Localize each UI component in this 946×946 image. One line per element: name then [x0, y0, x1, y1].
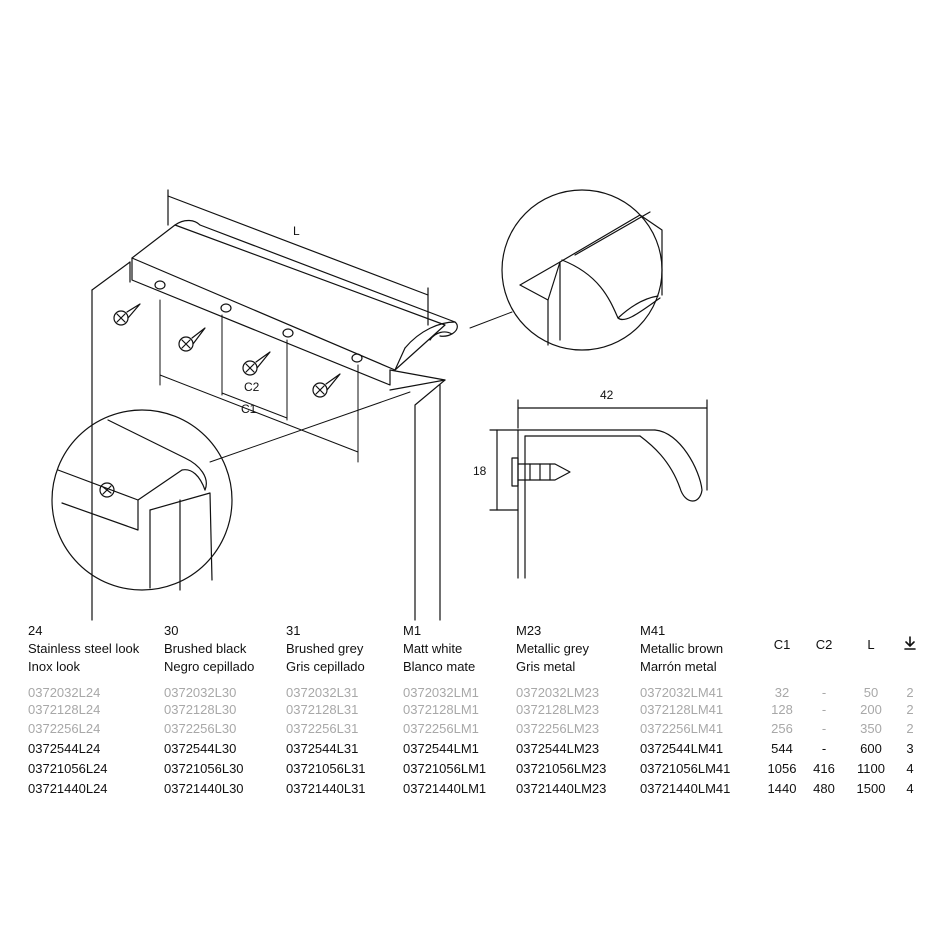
finish-header-M23: [516, 622, 589, 676]
reference-code: 0372032L24: [28, 685, 101, 700]
value-l: 350: [860, 721, 882, 736]
handle-perspective: [132, 220, 457, 385]
side-section-profile: [490, 400, 707, 578]
finish-name-en: Metallic brown: [640, 641, 724, 656]
reference-code: 03721056LM1: [403, 761, 487, 776]
table-row: [0, 761, 946, 780]
detail-circle-right: [502, 190, 662, 350]
finish-name-en: Stainless steel look: [28, 641, 140, 656]
reference-code: 0372544L31: [286, 741, 359, 756]
reference-code: 03721056LM41: [640, 761, 731, 776]
finish-name-es: Gris cepillado: [286, 659, 365, 674]
reference-code: 0372032L30: [164, 685, 237, 700]
finish-code: 31: [286, 623, 301, 638]
reference-code: 0372544LM41: [640, 741, 724, 756]
reference-code: 03721440L30: [164, 781, 244, 796]
reference-code: 0372128L24: [28, 702, 101, 717]
finish-name-es: Marrón metal: [640, 659, 717, 674]
reference-code: 0372256LM1: [403, 721, 479, 736]
reference-code: 0372544L30: [164, 741, 237, 756]
reference-code: 03721056LM23: [516, 761, 607, 776]
header-c2: C2: [815, 637, 833, 652]
header-l: L: [867, 637, 875, 652]
value-c2: -: [821, 741, 827, 756]
reference-code: 0372032LM23: [516, 685, 600, 700]
reference-code: 0372256L30: [164, 721, 237, 736]
finish-name-es: Negro cepillado: [164, 659, 255, 674]
table-row: [0, 781, 946, 800]
header-c1: C1: [773, 637, 791, 652]
value-c2: 480: [813, 781, 835, 796]
reference-code: 0372544L24: [28, 741, 101, 756]
finish-code: M41: [640, 623, 666, 638]
value-l: 1500: [856, 781, 886, 796]
detail-circle-left: [52, 410, 232, 590]
value-pack-qty: 2: [906, 721, 914, 736]
reference-code: 0372256LM23: [516, 721, 600, 736]
value-pack-qty: 3: [906, 741, 914, 756]
value-c2: -: [821, 721, 827, 736]
reference-code: 0372544LM1: [403, 741, 479, 756]
value-c1: 1440: [767, 781, 797, 796]
dim-C1-label: C1: [241, 402, 257, 416]
reference-code: 03721056L30: [164, 761, 244, 776]
reference-code: 0372544LM23: [516, 741, 600, 756]
reference-code: 0372128L31: [286, 702, 359, 717]
value-c1: 128: [771, 702, 793, 717]
reference-code: 0372128L30: [164, 702, 237, 717]
finish-name-en: Matt white: [403, 641, 463, 656]
finish-name-es: Inox look: [28, 659, 81, 674]
reference-code: 0372128LM41: [640, 702, 724, 717]
value-c2: 416: [813, 761, 835, 776]
reference-code: 03721440LM41: [640, 781, 731, 796]
finish-name-es: Gris metal: [516, 659, 576, 674]
reference-code: 03721440LM23: [516, 781, 607, 796]
value-pack-qty: 2: [906, 702, 914, 717]
finish-header-30: [164, 622, 254, 676]
table-row: [0, 702, 946, 721]
reference-code: 0372032LM41: [640, 685, 724, 700]
value-pack-qty: 4: [906, 761, 914, 776]
value-c2: -: [821, 702, 827, 717]
table-row: [0, 741, 946, 760]
value-c1: 544: [771, 741, 793, 756]
finish-code: M1: [403, 623, 422, 638]
dim-width-label: 42: [600, 388, 614, 402]
reference-code: 03721056L24: [28, 761, 108, 776]
value-l: 1100: [857, 761, 885, 776]
finish-code: 30: [164, 623, 179, 638]
finish-code: 24: [28, 623, 43, 638]
finish-name-en: Metallic grey: [516, 641, 589, 656]
value-pack-qty: 4: [906, 781, 914, 796]
finish-header-24: [28, 622, 139, 676]
reference-code: 0372128LM1: [403, 702, 479, 717]
reference-code: 0372256L31: [286, 721, 359, 736]
dim-height-label: 18: [473, 464, 487, 478]
value-c1: 256: [771, 721, 793, 736]
value-c1: 32: [774, 685, 790, 700]
value-pack-qty: 2: [906, 685, 914, 700]
value-l: 50: [863, 685, 879, 700]
reference-code: 0372256L24: [28, 721, 101, 736]
reference-code: 03721440L31: [286, 781, 366, 796]
value-c2: -: [821, 685, 827, 700]
finish-header-M1: [403, 622, 475, 676]
reference-code: 0372032LM1: [403, 685, 479, 700]
finish-code: M23: [516, 623, 542, 638]
finish-name-en: Brushed black: [164, 641, 247, 656]
reference-code: 03721056L31: [286, 761, 366, 776]
value-l: 200: [860, 702, 882, 717]
finish-header-31: [286, 622, 365, 676]
finish-name-es: Blanco mate: [403, 659, 476, 674]
value-c1: 1056: [767, 761, 797, 776]
download-arrow-icon: [903, 636, 917, 652]
reference-code: 0372032L31: [286, 685, 359, 700]
dim-L-label: L: [293, 224, 300, 238]
table-row: [0, 721, 946, 740]
reference-code: 03721440LM1: [403, 781, 487, 796]
value-l: 600: [860, 741, 882, 756]
finish-header-M41: [640, 622, 723, 676]
reference-code: 0372128LM23: [516, 702, 600, 717]
finish-name-en: Brushed grey: [286, 641, 364, 656]
reference-code: 0372256LM41: [640, 721, 724, 736]
dim-C2-label: C2: [244, 380, 260, 394]
reference-code: 03721440L24: [28, 781, 108, 796]
